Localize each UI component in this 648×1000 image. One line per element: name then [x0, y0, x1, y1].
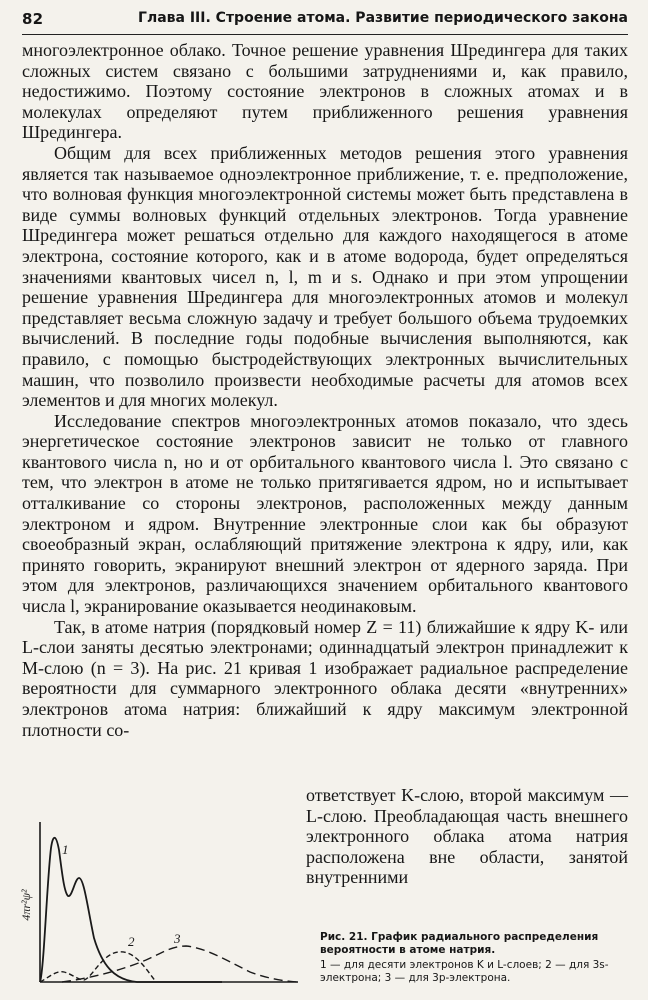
curve-label-1: 1	[62, 842, 69, 857]
figure-caption	[320, 931, 628, 984]
paragraph-2: Общим для всех приближенных методов решения этого уравнения является так называемое одноэлектронное приближение, т. е. предположение, что волновая функция многоэлектронной системы может быть представлена в виде суммы волновых функций отдельных электронов. Тогда уравнение Шредингера может решаться отдельно для каждого находящегося в атоме электрона, состояние которого, как и в атоме водорода, будет определяться значениями квантовых чисел n, l, m и s. Однако и при этом упрощении решение уравнения Шредингера для многоэлектронных атомов и молекул представляет весьма сложную задачу и требует большого объема трудоемких вычислений. В последние годы подобные вычисления выполняются, как правило, с помощью быстродействующих электронных вычислительных машин, что позволило произвести необходимые расчеты для атомов всех элементов и для многих молекул.	[22, 142, 628, 411]
paragraph-4: Так, в атоме натрия (порядковый номер Z = 11) ближайшие к ядру K- или L-слои заняты десятью электронами; одиннадцатый электрон принадлежит к M-слою (n = 3). На рис. 21 кривая 1 изображает радиальное распределение вероятности для суммарного электронного облака десяти «внутренних» электронов атома натрия: ближайший к ядру максимум электронной плотности со-	[22, 616, 628, 740]
y-axis-label: 4πr²ψ²	[19, 889, 33, 921]
curve-3	[62, 946, 298, 982]
paragraph-3: Исследование спектров многоэлектронных атомов показало, что здесь энергетическое состояние электронов зависит не только от главного квантового числа n, но и от орбитального квантового числа l. Это связано с тем, что электрон в атоме не только притягивается ядром, но и испытывает отталкивание со стороны электронов, расположенных между данным электроном и ядром. Внутренние электронные слои как бы образуют своеобразный экран, ослабляющий притяжение электрона к ядру, или, как принято говорить, экранируют внешний электрон от ядерного заряда. При этом для электронов, различающихся значением орбитального квантового числа l, экранирование оказывается неодинаковым.	[22, 410, 628, 617]
curve-label-3: 3	[174, 931, 181, 946]
wrapped-text	[306, 785, 628, 888]
caption-title: Рис. 21. График радиального распределения вероятности в атоме натрия.	[320, 931, 599, 956]
radial-distribution-graph	[19, 820, 302, 995]
caption-legend: 1 — для десяти электронов K и L-слоев; 2 — для 3s-электрона; 3 — для 3p-электрона.	[320, 959, 609, 984]
curve-label-2: 2	[128, 934, 135, 949]
paragraph-1: многоэлектронное облако. Точное решение уравнения Шредингера для таких сложных систем связано с большими затруднениями и, как правило, недостижимо. Поэтому состояние электронов в сложных атомах и в молекулах определяют путем приближенного решения уравнения Шредингера.	[22, 40, 628, 143]
chapter-title: Глава III. Строение атома. Развитие периодического закона	[138, 10, 628, 26]
figure-21	[19, 820, 302, 995]
curve-2	[40, 952, 156, 982]
curve-1	[40, 838, 222, 982]
body-text	[22, 40, 628, 740]
running-header	[22, 6, 628, 35]
page-number: 82	[22, 10, 44, 28]
paragraph-4-continued: ответствует K-слою, второй максимум — L-слою. Преобладающая часть внешнего электронного облака атома натрия расположена вне области, занятой внутренними	[306, 785, 628, 888]
